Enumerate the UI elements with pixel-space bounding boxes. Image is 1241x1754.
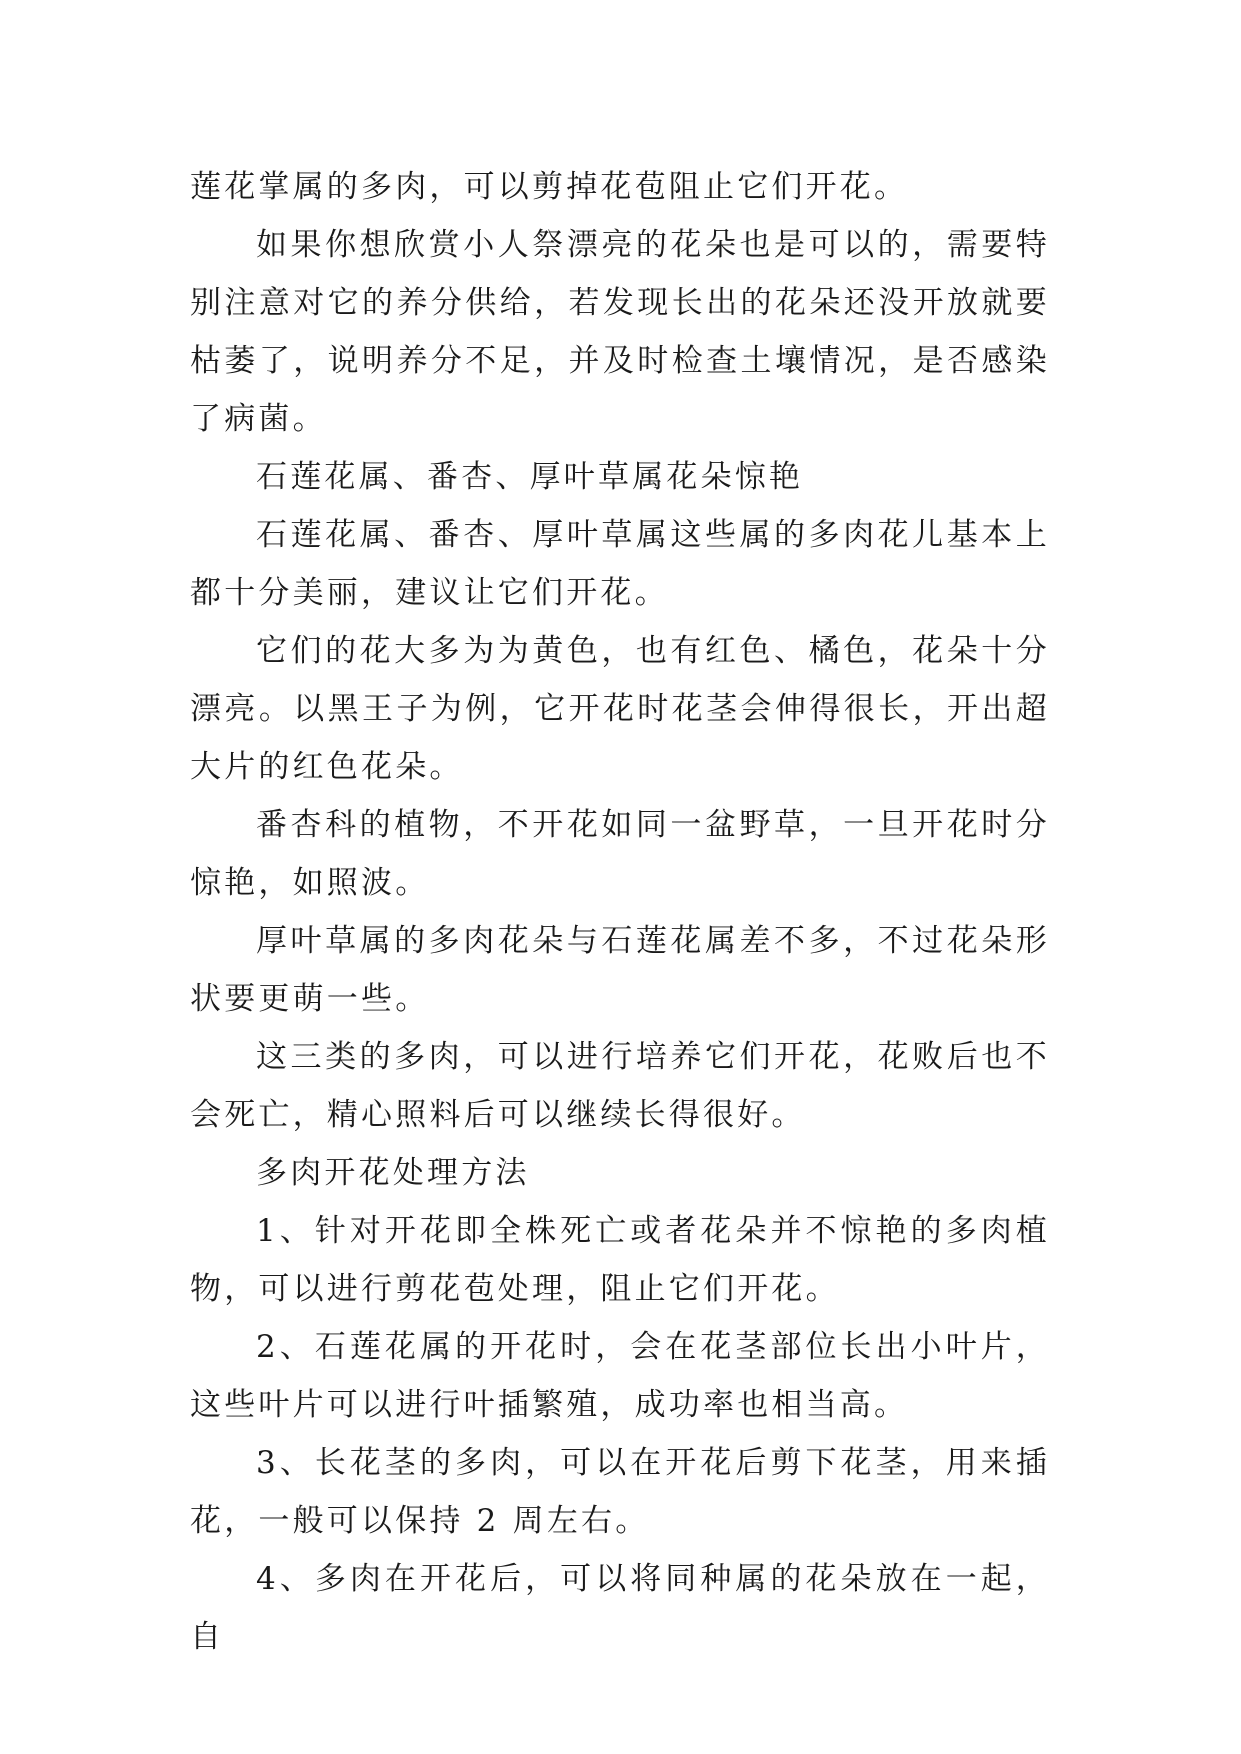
paragraph: 如果你想欣赏小人祭漂亮的花朵也是可以的，需要特别注意对它的养分供给，若发现长出的花朵还没开放就要枯萎了，说明养分不足，并及时检查土壤情况，是否感染了病菌。 xyxy=(190,227,1050,437)
paragraph-continuation: 莲花掌属的多肉，可以剪掉花苞阻止它们开花。 xyxy=(190,169,909,205)
paragraph: 番杏科的植物，不开花如同一盆野草，一旦开花时分惊艳，如照波。 xyxy=(190,807,1050,901)
list-item: 3、长花茎的多肉，可以在开花后剪下花茎，用来插花，一般可以保持 2 周左右。 xyxy=(190,1445,1050,1539)
list-item: 4、多肉在开花后，可以将同种属的花朵放在一起，自 xyxy=(190,1561,1050,1655)
list-item: 2、石莲花属的开花时，会在花茎部位长出小叶片，这些叶片可以进行叶插繁殖，成功率也相当高。 xyxy=(190,1329,1050,1423)
paragraph: 石莲花属、番杏、厚叶草属这些属的多肉花儿基本上都十分美丽，建议让它们开花。 xyxy=(190,517,1050,611)
paragraph: 厚叶草属的多肉花朵与石莲花属差不多，不过花朵形状要更萌一些。 xyxy=(190,923,1050,1017)
paragraph: 它们的花大多为为黄色，也有红色、橘色，花朵十分漂亮。以黑王子为例，它开花时花茎会伸得很长，开出超大片的红色花朵。 xyxy=(190,633,1050,785)
document-body xyxy=(190,158,1050,1666)
list-item: 1、针对开花即全株死亡或者花朵并不惊艳的多肉植物，可以进行剪花苞处理，阻止它们开花。 xyxy=(190,1213,1050,1307)
section-heading: 石莲花属、番杏、厚叶草属花朵惊艳 xyxy=(256,459,804,495)
paragraph: 这三类的多肉，可以进行培养它们开花，花败后也不会死亡，精心照料后可以继续长得很好。 xyxy=(190,1039,1050,1133)
section-heading: 多肉开花处理方法 xyxy=(256,1155,530,1191)
